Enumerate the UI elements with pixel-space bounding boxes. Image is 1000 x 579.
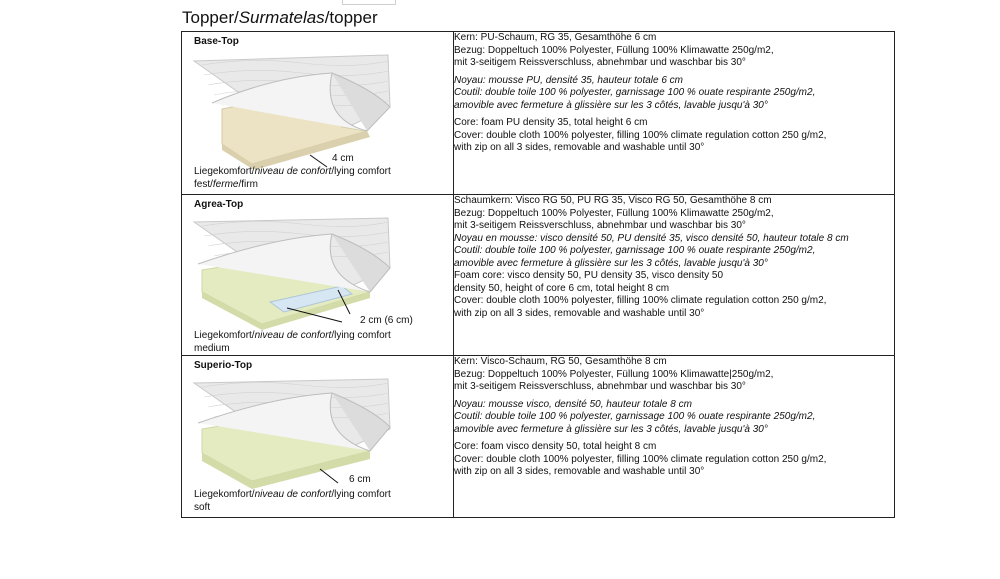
text-line: amovible avec fermeture à glissière sur les 3 côtés, lavable jusqu'à 30° [454, 99, 768, 111]
text-line: with zip on all 3 sides, removable and washable until 30° [454, 307, 705, 319]
product-description-cell [454, 32, 895, 195]
comfort-label-en: /lying comfort [331, 330, 391, 341]
text-line: Kern: Visco-Schaum, RG 50, Gesamthöhe 8 cm [454, 356, 667, 367]
description-fr [454, 75, 894, 113]
layer-height-label: 6 cm [349, 474, 371, 485]
text-line: Core: foam visco density 50, total height 8 cm [454, 441, 657, 452]
comfort-label-de: Liegekomfort/ [194, 330, 255, 341]
text-line: Kern: PU-Schaum, RG 35, Gesamthöhe 6 cm [454, 32, 657, 43]
product-name: Superio-Top [194, 360, 253, 371]
comfort-rating [194, 488, 391, 514]
text-line: Foam core: visco density 50, PU density 35, visco density 50 [454, 270, 724, 281]
product-description-cell [454, 356, 895, 518]
table-row [182, 356, 895, 518]
text-line: amovible avec fermeture à glissière sur les 3 côtés, lavable jusqu'à 30° [454, 257, 768, 269]
title-part-fr: Surmatelas [238, 8, 325, 27]
text-line: Bezug: Doppeltuch 100% Polyester, Füllung 100% Klimawatte|250g/m2, [454, 368, 774, 380]
description-en [454, 441, 894, 479]
firmness: medium [194, 343, 230, 354]
description-de [454, 195, 894, 233]
description-en [454, 117, 894, 155]
firmness-en: /firm [238, 179, 258, 190]
title-part-de: Topper/ [182, 8, 239, 27]
comfort-label-fr: niveau de confort [254, 489, 332, 500]
text-line: Coutil: double toile 100 % polyester, garnissage 100 % ouate respirante 250g/m2, [454, 411, 816, 422]
text-line: amovible avec fermeture à glissière sur les 3 côtés, lavable jusqu'à 30° [454, 423, 768, 435]
layer-height-label: 2 cm (6 cm) [360, 315, 413, 326]
product-name: Agrea-Top [194, 199, 244, 210]
page-title [182, 8, 378, 28]
text-line: mit 3-seitigem Reissverschluss, abnehmbar und waschbar bis 30° [454, 57, 746, 68]
comfort-label-en: /lying comfort [331, 489, 391, 500]
comfort-label-de: Liegekomfort/ [194, 166, 255, 177]
base-top-illustration [192, 49, 392, 169]
description-fr [454, 233, 894, 271]
table-row [182, 32, 895, 195]
text-line: Cover: double cloth 100% polyester, filling 100% climate regulation cotton 250 g/m2, [454, 453, 827, 465]
comfort-label-fr: niveau de confort [254, 330, 332, 341]
layer-height-label: 4 cm [332, 153, 354, 164]
product-description-cell [454, 195, 895, 356]
comfort-rating [194, 165, 391, 191]
firmness-de: fest/ [194, 179, 213, 190]
product-image-cell [182, 195, 454, 356]
description-de [454, 356, 894, 394]
text-line: Core: foam PU density 35, total height 6 cm [454, 117, 648, 128]
text-line: density 50, height of core 6 cm, total height 8 cm [454, 282, 670, 294]
table-row [182, 195, 895, 356]
text-line: Coutil: double toile 100 % polyester, garnissage 100 % ouate respirante 250g/m2, [454, 245, 816, 256]
header-tab-stub [342, 0, 396, 5]
text-line: Noyau: mousse visco, densité 50, hauteur totale 8 cm [454, 398, 692, 410]
comfort-rating [194, 329, 391, 355]
product-image-cell [182, 32, 454, 195]
description-fr [454, 399, 894, 437]
text-line: Noyau en mousse: visco densité 50, PU densité 35, visco densité 50, hauteur totale 8 cm [454, 232, 849, 244]
text-line: with zip on all 3 sides, removable and washable until 30° [454, 142, 705, 153]
description-de [454, 32, 894, 70]
comfort-label-de: Liegekomfort/ [194, 489, 255, 500]
text-line: Coutil: double toile 100 % polyester, garnissage 100 % ouate respirante 250g/m2, [454, 87, 816, 98]
text-line: mit 3-seitigem Reissverschluss, abnehmbar und waschbar bis 30° [454, 381, 746, 392]
title-part-en: /topper [324, 8, 378, 27]
comfort-label-fr: niveau de confort [254, 166, 332, 177]
text-line: with zip on all 3 sides, removable and washable until 30° [454, 466, 705, 477]
firmness: soft [194, 502, 211, 513]
comfort-label-en: /lying comfort [331, 166, 391, 177]
text-line: mit 3-seitigem Reissverschluss, abnehmbar und waschbar bis 30° [454, 220, 746, 231]
firmness-fr: ferme [212, 179, 239, 190]
product-name: Base-Top [194, 36, 239, 47]
text-line: Bezug: Doppeltuch 100% Polyester, Füllung 100% Klimawatte 250g/m2, [454, 207, 774, 219]
topper-table [181, 31, 895, 518]
text-line: Bezug: Doppeltuch 100% Polyester, Füllung 100% Klimawatte 250g/m2, [454, 44, 774, 56]
description-en [454, 270, 894, 320]
text-line: Schaumkern: Visco RG 50, PU RG 35, Visco RG 50, Gesamthöhe 8 cm [454, 195, 772, 206]
text-line: Cover: double cloth 100% polyester, filling 100% climate regulation cotton 250 g/m2, [454, 295, 827, 306]
agrea-top-illustration [192, 212, 392, 332]
product-image-cell [182, 356, 454, 518]
text-line: Cover: double cloth 100% polyester, filling 100% climate regulation cotton 250 g/m2, [454, 129, 827, 141]
text-line: Noyau: mousse PU, densité 35, hauteur totale 6 cm [454, 74, 684, 86]
